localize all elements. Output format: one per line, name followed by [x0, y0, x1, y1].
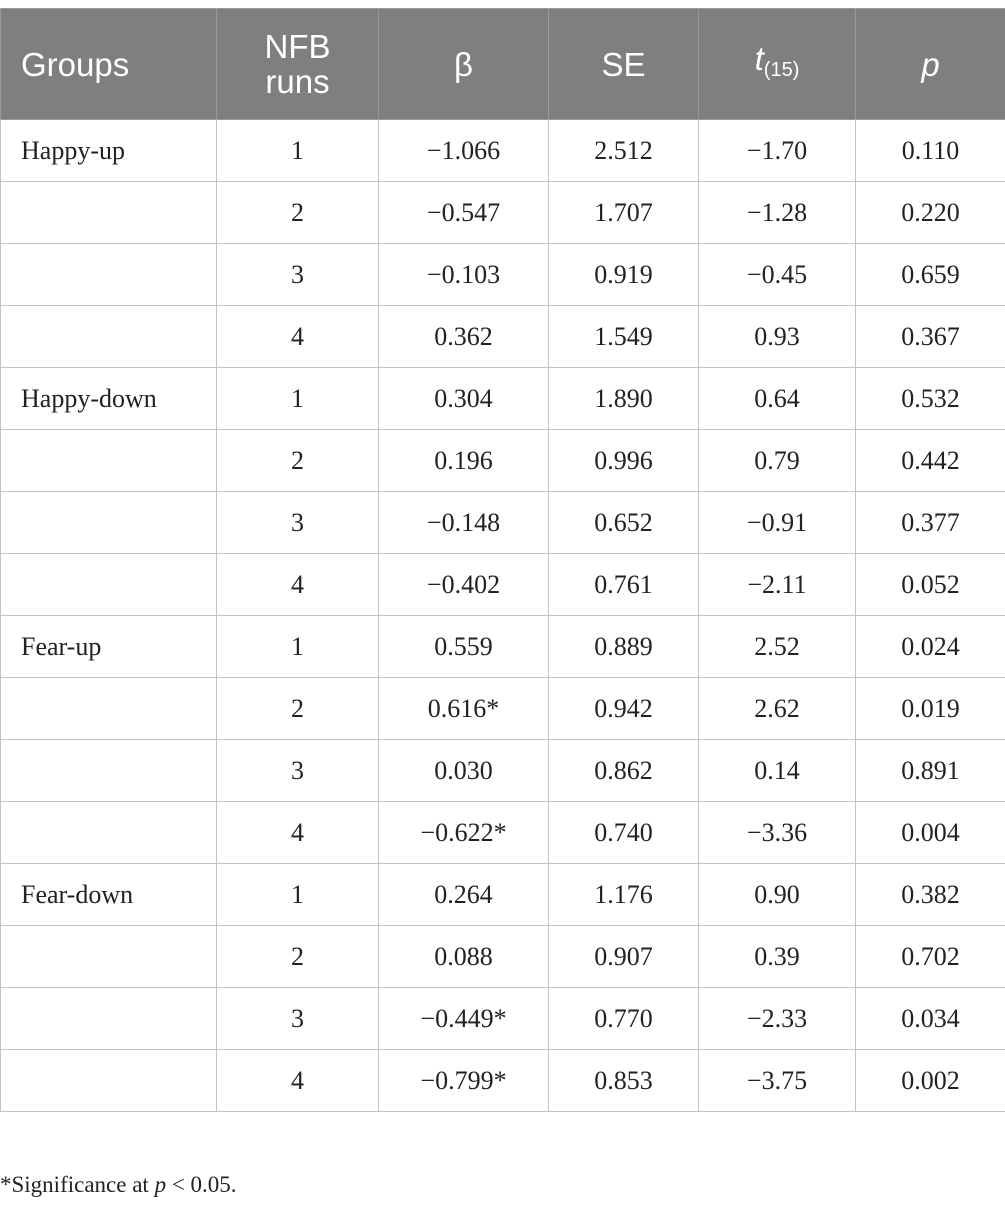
- cell-group: [1, 554, 217, 616]
- cell-se: 1.890: [549, 368, 699, 430]
- cell-nfb-run: 2: [217, 926, 379, 988]
- cell-se: 0.889: [549, 616, 699, 678]
- cell-p: 0.220: [856, 182, 1005, 244]
- cell-nfb-run: 3: [217, 740, 379, 802]
- table-row: [1, 182, 1005, 244]
- cell-se: 2.512: [549, 120, 699, 182]
- cell-p: 0.052: [856, 554, 1005, 616]
- header-row: [1, 9, 1005, 120]
- cell-t: 0.14: [699, 740, 856, 802]
- header-nfb-runs: [217, 9, 379, 120]
- header-nfb-runs-line2: runs: [265, 63, 330, 100]
- cell-se: 0.996: [549, 430, 699, 492]
- cell-p: 0.002: [856, 1050, 1005, 1112]
- cell-se: 1.549: [549, 306, 699, 368]
- cell-beta: −1.066: [379, 120, 549, 182]
- cell-beta: 0.362: [379, 306, 549, 368]
- cell-t: −1.28: [699, 182, 856, 244]
- cell-p: 0.659: [856, 244, 1005, 306]
- cell-beta: 0.264: [379, 864, 549, 926]
- cell-t: −0.91: [699, 492, 856, 554]
- header-p: p: [856, 9, 1005, 120]
- cell-t: 0.64: [699, 368, 856, 430]
- cell-group: [1, 1050, 217, 1112]
- table-row: [1, 120, 1005, 182]
- cell-se: 0.907: [549, 926, 699, 988]
- header-t: [699, 9, 856, 120]
- cell-group: [1, 244, 217, 306]
- cell-t: −2.33: [699, 988, 856, 1050]
- header-t-subscript: (15): [763, 58, 800, 81]
- cell-se: 1.176: [549, 864, 699, 926]
- footnote-suffix: < 0.05.: [166, 1172, 237, 1197]
- cell-beta: −0.622*: [379, 802, 549, 864]
- cell-p: 0.891: [856, 740, 1005, 802]
- cell-p: 0.382: [856, 864, 1005, 926]
- cell-se: 0.761: [549, 554, 699, 616]
- cell-nfb-run: 3: [217, 492, 379, 554]
- cell-se: 1.707: [549, 182, 699, 244]
- table-row: [1, 492, 1005, 554]
- cell-beta: 0.304: [379, 368, 549, 430]
- cell-nfb-run: 4: [217, 306, 379, 368]
- cell-p: 0.024: [856, 616, 1005, 678]
- header-nfb-runs-line1: NFB: [264, 28, 331, 65]
- cell-group: [1, 678, 217, 740]
- cell-se: 0.770: [549, 988, 699, 1050]
- table-row: [1, 740, 1005, 802]
- cell-group: Happy-down: [1, 368, 217, 430]
- cell-t: −1.70: [699, 120, 856, 182]
- results-table: [0, 8, 1005, 1112]
- cell-beta: 0.616*: [379, 678, 549, 740]
- cell-p: 0.034: [856, 988, 1005, 1050]
- cell-se: 0.740: [549, 802, 699, 864]
- table-row: [1, 802, 1005, 864]
- cell-nfb-run: 3: [217, 244, 379, 306]
- cell-nfb-run: 4: [217, 1050, 379, 1112]
- cell-beta: −0.547: [379, 182, 549, 244]
- table-row: [1, 988, 1005, 1050]
- cell-t: −0.45: [699, 244, 856, 306]
- cell-group: [1, 492, 217, 554]
- cell-group: [1, 926, 217, 988]
- cell-se: 0.919: [549, 244, 699, 306]
- cell-nfb-run: 3: [217, 988, 379, 1050]
- cell-t: −3.36: [699, 802, 856, 864]
- cell-group: Fear-down: [1, 864, 217, 926]
- table-row: [1, 926, 1005, 988]
- cell-group: [1, 306, 217, 368]
- table-row: [1, 306, 1005, 368]
- cell-group: Happy-up: [1, 120, 217, 182]
- cell-se: 0.652: [549, 492, 699, 554]
- cell-t: 2.62: [699, 678, 856, 740]
- cell-p: 0.367: [856, 306, 1005, 368]
- table-row: [1, 864, 1005, 926]
- footnote: [0, 1172, 237, 1198]
- cell-p: 0.019: [856, 678, 1005, 740]
- table-row: [1, 1050, 1005, 1112]
- table-header: [1, 9, 1005, 120]
- cell-se: 0.853: [549, 1050, 699, 1112]
- cell-beta: −0.449*: [379, 988, 549, 1050]
- cell-group: Fear-up: [1, 616, 217, 678]
- cell-nfb-run: 1: [217, 864, 379, 926]
- footnote-prefix: *Significance at: [0, 1172, 155, 1197]
- cell-p: 0.532: [856, 368, 1005, 430]
- cell-t: 0.90: [699, 864, 856, 926]
- cell-group: [1, 430, 217, 492]
- table-row: [1, 430, 1005, 492]
- table-row: [1, 616, 1005, 678]
- cell-beta: 0.088: [379, 926, 549, 988]
- header-se: SE: [549, 9, 699, 120]
- cell-t: −2.11: [699, 554, 856, 616]
- table-row: [1, 554, 1005, 616]
- cell-beta: −0.402: [379, 554, 549, 616]
- cell-nfb-run: 1: [217, 120, 379, 182]
- header-t-symbol: t: [754, 39, 764, 77]
- cell-beta: −0.148: [379, 492, 549, 554]
- cell-beta: −0.103: [379, 244, 549, 306]
- cell-t: 0.79: [699, 430, 856, 492]
- cell-nfb-run: 4: [217, 802, 379, 864]
- cell-group: [1, 988, 217, 1050]
- table-body: [1, 120, 1005, 1112]
- cell-nfb-run: 2: [217, 430, 379, 492]
- table-row: [1, 244, 1005, 306]
- cell-nfb-run: 1: [217, 616, 379, 678]
- table-row: [1, 678, 1005, 740]
- header-beta: β: [379, 9, 549, 120]
- cell-nfb-run: 1: [217, 368, 379, 430]
- cell-p: 0.377: [856, 492, 1005, 554]
- cell-beta: 0.030: [379, 740, 549, 802]
- cell-beta: 0.559: [379, 616, 549, 678]
- cell-beta: 0.196: [379, 430, 549, 492]
- header-groups: Groups: [1, 9, 217, 120]
- cell-p: 0.004: [856, 802, 1005, 864]
- cell-t: −3.75: [699, 1050, 856, 1112]
- cell-beta: −0.799*: [379, 1050, 549, 1112]
- cell-p: 0.110: [856, 120, 1005, 182]
- cell-group: [1, 182, 217, 244]
- cell-nfb-run: 2: [217, 678, 379, 740]
- cell-group: [1, 802, 217, 864]
- cell-nfb-run: 4: [217, 554, 379, 616]
- cell-t: 0.39: [699, 926, 856, 988]
- cell-t: 2.52: [699, 616, 856, 678]
- footnote-p-symbol: p: [154, 1172, 167, 1197]
- cell-nfb-run: 2: [217, 182, 379, 244]
- cell-p: 0.442: [856, 430, 1005, 492]
- cell-p: 0.702: [856, 926, 1005, 988]
- cell-se: 0.942: [549, 678, 699, 740]
- table-row: [1, 368, 1005, 430]
- cell-group: [1, 740, 217, 802]
- cell-t: 0.93: [699, 306, 856, 368]
- cell-se: 0.862: [549, 740, 699, 802]
